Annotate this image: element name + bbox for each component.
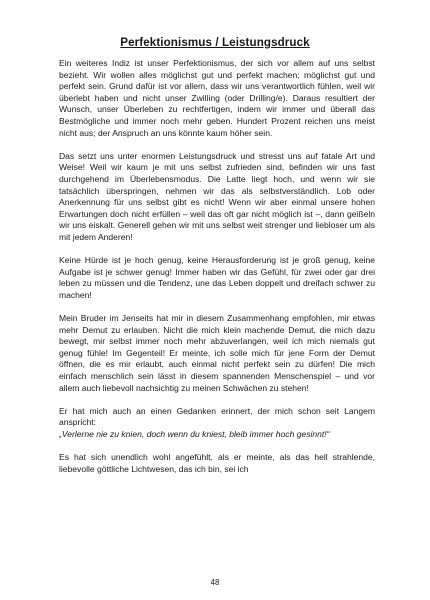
quote: „Verlerne nie zu knien, doch wenn du kniest, bleib immer hoch gesinnt!“ <box>59 429 330 439</box>
paragraph-3: Keine Hürde ist je hoch genug, keine Herausforderung ist je groß genug, keine Aufgabe ist je schwer genug! Immer haben wir das Gefühl, für zwei oder gar drei leben zu müssen und die Tendenz, une das Leben doppelt und dreifach schwer zu machen! <box>59 255 375 300</box>
paragraph-6: Es hat sich unendlich wohl angefühlt, als er meinte, als das hell strahlende, liebevolle göttliche Lichtwesen, das ich bin, sei ich <box>59 452 375 474</box>
page-number: 48 <box>210 578 220 587</box>
body-text <box>59 58 375 487</box>
paragraph-2: Das setzt uns unter enormen Leistungsdruck und stresst uns auf fatale Art und Weise! Weil wir kaum je mit uns selbst zufrieden sind, befinden wir uns fast durchgehend im Überlebensmodus. Die Latte liegt hoch, und wenn wir sie tatsächlich überspringen, nehmen wir das als selbstverständlich. Lob oder Anerkennung für uns selbst gibt es nicht! Wenn wir aber einmal unsere hohen Erwartungen doch nicht erfüllen – weil das oft gar nicht möglich ist –, dann geißeln wir uns eiskalt. Generell gehen wir mit uns selbst weit strenger und liebloser um als mit jedem Anderen! <box>59 150 375 242</box>
chapter-title: Perfektionismus / Leistungsdruck <box>120 36 310 49</box>
paragraph-4: Mein Bruder im Jenseits hat mir in diesem Zusammenhang empfohlen, mir etwas mehr Demut zu erlauben. Nicht die mich klein machende Demut, die mich dazu bewegt, mir selbst immer noch mehr abzuverlangen, weil ich mich niemals gut genug fühle! Im Gegenteil! Er meinte, ich solle mich für jene Form der Demut öffnen, die es mir erlaubt, auch einmal nicht perfekt sein zu dürfen! Die mich einfach menschlich sein lässt in diesem spannenden Menschenspiel – und vor allem auch liebevoll nachsichtig zu meinen Schwächen zu stehen! <box>59 313 375 393</box>
paragraph-5: Er hat mich auch an einen Gedanken erinnert, der mich schon seit Langem anspricht: <box>59 405 375 428</box>
paragraph-1: Ein weiteres Indiz ist unser Perfektionismus, der sich vor allem auf uns selbst bezieht. Wir wollen alles möglichst gut und perfekt machen; möglichst gut und perfekt sein. Grund dafür ist vor allem, dass wir uns verantwortlich fühlen, weil wir überlebt haben und nicht unser Zwilling (oder Drilling/e). Daraus resultiert der Wunsch, unser Überleben zu rechtfertigen, indem wir immer und überall das Bestmögliche und immer noch mehr geben. Hundert Prozent reichen uns meist nicht aus; der Anspruch an uns könnte kaum höher sein. <box>59 58 375 138</box>
